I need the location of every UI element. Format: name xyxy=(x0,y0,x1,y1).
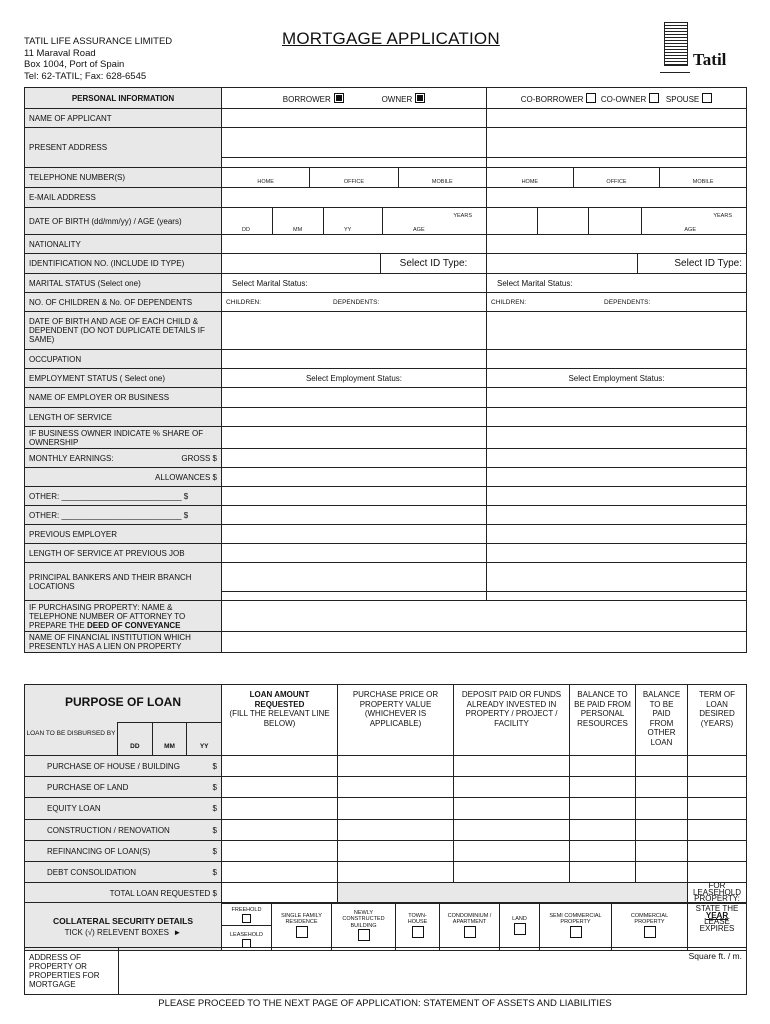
borrower-employer-field[interactable] xyxy=(222,388,487,408)
label-allowances: ALLOWANCES $ xyxy=(25,468,222,487)
coborrower-gross-field[interactable] xyxy=(487,449,747,468)
dollar-sign: $ xyxy=(212,867,217,877)
owner-label: OWNER xyxy=(381,94,413,104)
lien-field[interactable] xyxy=(222,632,747,653)
label-dob: DATE OF BIRTH (dd/mm/yy) / AGE (years) xyxy=(25,208,222,235)
coborrower-id-type-select[interactable]: Select ID Type: xyxy=(674,258,742,269)
loan-row-text: PURCHASE OF LAND xyxy=(47,782,129,792)
col-loan-amount-bold: LOAN AMOUNT REQUESTED xyxy=(249,690,310,709)
spouse-label: SPOUSE xyxy=(665,94,700,104)
dob-years: YEARS xyxy=(453,213,472,219)
loan-amount-field[interactable] xyxy=(222,820,338,841)
borrower-marital-select[interactable]: Select Marital Status: xyxy=(222,274,487,293)
price-field[interactable] xyxy=(338,777,454,798)
disburse-yy[interactable]: YY xyxy=(199,743,209,750)
owner-checkbox[interactable] xyxy=(415,93,425,103)
type-checkbox[interactable] xyxy=(358,929,370,941)
coborrower-allowances-field[interactable] xyxy=(487,468,747,487)
label-prev-employer: PREVIOUS EMPLOYER xyxy=(25,525,222,544)
type-land xyxy=(500,903,540,951)
term-field[interactable] xyxy=(688,798,747,820)
freehold-checkbox[interactable] xyxy=(242,914,251,923)
collateral-title: COLLATERAL SECURITY DETAILS xyxy=(52,915,194,926)
deposit-field[interactable] xyxy=(454,798,570,820)
logo-ground-line xyxy=(660,66,690,73)
col-loan-amount-sub: (FILL THE RELEVANT LINE BELOW) xyxy=(229,709,330,728)
tenure-cell xyxy=(222,903,272,951)
type-checkbox[interactable] xyxy=(464,926,476,938)
company-name: TATIL LIFE ASSURANCE LIMITED xyxy=(24,36,173,47)
deposit-field[interactable] xyxy=(454,777,570,798)
loan-amount-field[interactable] xyxy=(222,777,338,798)
purpose-of-loan-table xyxy=(24,684,747,904)
disburse-mm[interactable]: MM xyxy=(153,723,188,755)
loan-amount-field[interactable] xyxy=(222,862,338,883)
loan-row-text: PURCHASE OF HOUSE / BUILDING xyxy=(47,761,180,771)
borrower-business-field[interactable] xyxy=(222,427,487,449)
borrower-dob-fields[interactable] xyxy=(222,208,487,235)
borrower-children-field[interactable] xyxy=(222,293,487,312)
deposit-field[interactable] xyxy=(454,841,570,862)
label-nationality: NATIONALITY xyxy=(25,235,222,254)
lease-pre: STATE THE xyxy=(695,904,739,913)
collateral-tick: TICK (√) RELEVENT BOXES xyxy=(64,927,169,937)
term-field[interactable] xyxy=(688,820,747,841)
balance-personal-field[interactable] xyxy=(570,777,636,798)
borrower-email-field[interactable] xyxy=(222,188,487,208)
tatil-logo xyxy=(660,22,748,82)
phone-office-label: OFFICE xyxy=(310,168,398,187)
dollar-sign: $ xyxy=(212,782,217,792)
co-phone-home-label: HOME xyxy=(487,168,574,187)
borrower-other2-field[interactable] xyxy=(222,506,487,525)
coborrower-header xyxy=(487,88,747,109)
balance-other-field[interactable] xyxy=(636,798,688,820)
dollar-sign: $ xyxy=(212,825,217,835)
price-field[interactable] xyxy=(338,820,454,841)
type-label: TOWN-HOUSE xyxy=(407,912,428,926)
label-employment: EMPLOYMENT STATUS ( Select one) xyxy=(25,369,222,388)
coborrower-name-field[interactable] xyxy=(487,109,747,128)
term-field[interactable] xyxy=(688,841,747,862)
lease-post: LEASE EXPIRES xyxy=(699,917,735,933)
borrower-id-type-select[interactable]: Select ID Type: xyxy=(399,258,468,269)
coowner-checkbox[interactable] xyxy=(649,93,659,103)
dob-age: AGE xyxy=(413,227,425,233)
balance-personal-field[interactable] xyxy=(570,820,636,841)
coborrower-label: CO-BORROWER xyxy=(520,94,584,104)
attorney-bold: DEED OF CONVEYANCE xyxy=(86,620,181,630)
label-bankers: PRINCIPAL BANKERS AND THEIR BRANCH LOCATIONS xyxy=(25,563,222,601)
price-field[interactable] xyxy=(338,862,454,883)
loan-amount-field[interactable] xyxy=(222,756,338,777)
type-checkbox[interactable] xyxy=(570,926,582,938)
balance-personal-field[interactable] xyxy=(570,756,636,777)
loan-row-label xyxy=(25,756,222,777)
coborrower-employment-select[interactable]: Select Employment Status: xyxy=(487,369,747,388)
deposit-field[interactable] xyxy=(454,756,570,777)
disburse-label: LOAN TO BE DISBURSED BY xyxy=(26,730,116,737)
borrower-phone-fields[interactable] xyxy=(222,168,487,188)
label-lien: NAME OF FINANCIAL INSTITUTION WHICH PRESENTLY HAS A LIEN ON PROPERTY xyxy=(25,632,222,653)
label-property-address: ADDRESS OF PROPERTY OR PROPERTIES FOR MORTGAGE xyxy=(25,948,119,995)
borrower-name-field[interactable] xyxy=(222,109,487,128)
coborrower-id-field[interactable] xyxy=(487,254,747,274)
price-field[interactable] xyxy=(338,756,454,777)
property-address-table xyxy=(24,947,747,995)
type-commercial xyxy=(612,903,688,951)
type-condominium xyxy=(440,903,500,951)
company-address-1: 11 Maraval Road xyxy=(24,47,96,59)
loan-amount-field[interactable] xyxy=(222,841,338,862)
loan-row-text: REFINANCING OF LOAN(S) xyxy=(47,846,151,856)
type-single-family xyxy=(272,903,332,951)
loan-row-label xyxy=(25,798,222,820)
company-address-2: Box 1004, Port of Spain xyxy=(24,59,125,70)
company-tel: Tel: 62-TATIL; Fax: 628-6545 xyxy=(24,70,147,82)
co-phone-mobile-label: MOBILE xyxy=(692,179,714,185)
label-address: PRESENT ADDRESS xyxy=(25,128,222,168)
label-child-dob: DATE OF BIRTH AND AGE OF EACH CHILD & DEPENDENT (DO NOT DUPLICATE DETAILS IF SAME) xyxy=(25,312,222,350)
dob-yy: YY xyxy=(344,227,352,233)
dob-dd: DD xyxy=(242,227,250,233)
coborrower-other2-field[interactable] xyxy=(487,506,747,525)
borrower-address-field[interactable] xyxy=(222,128,487,168)
building-logo-icon xyxy=(664,22,688,66)
attorney-text: IF PURCHASING PROPERTY: NAME & TELEPHONE NUMBER OF ATTORNEY TO PREPARE THE xyxy=(29,602,186,630)
personal-info-table xyxy=(24,87,747,653)
coborrower-prev-employer-field[interactable] xyxy=(487,525,747,544)
leasehold-label: LEASEHOLD xyxy=(229,932,263,938)
coborrower-dob-fields[interactable] xyxy=(487,208,747,235)
dollar-sign: $ xyxy=(212,804,217,813)
label-monthly: MONTHLY EARNINGS: xyxy=(29,453,114,463)
borrower-prev-service-field[interactable] xyxy=(222,544,487,563)
coborrower-business-field[interactable] xyxy=(487,427,747,449)
loan-row-text: DEBT CONSOLIDATION xyxy=(47,867,137,877)
balance-personal-field[interactable] xyxy=(570,798,636,820)
loan-row-label xyxy=(25,820,222,841)
label-other-1: OTHER: ___________________________ $ xyxy=(25,487,222,506)
loan-row-text: EQUITY LOAN xyxy=(47,804,101,813)
balance-personal-field[interactable] xyxy=(570,862,636,883)
borrower-label: BORROWER xyxy=(282,94,331,104)
loan-row-label xyxy=(25,862,222,883)
col-balance-other: BALANCE TO BE PAID FROM OTHER LOAN xyxy=(636,685,688,756)
coborrower-employer-field[interactable] xyxy=(487,388,747,408)
type-checkbox[interactable] xyxy=(514,923,526,935)
company-block xyxy=(24,36,172,82)
co-dob-age: AGE xyxy=(684,227,696,233)
lease-year: YEAR xyxy=(705,910,729,920)
borrower-gross-field[interactable] xyxy=(222,449,487,468)
spouse-checkbox[interactable] xyxy=(702,93,712,103)
purpose-heading: PURPOSE OF LOAN xyxy=(64,695,181,709)
property-address-field[interactable] xyxy=(119,948,747,995)
borrower-other1-field[interactable] xyxy=(222,487,487,506)
type-label: CONDOMINIUM / APARTMENT xyxy=(447,912,492,926)
co-dependents-label: DEPENDENTS: xyxy=(604,298,651,306)
square-ft-label: Square ft. / m. xyxy=(688,951,742,961)
borrower-header xyxy=(222,88,487,109)
type-label: NEWLY CONSTRUCTED BUILDING xyxy=(342,909,385,929)
coborrower-prev-service-field[interactable] xyxy=(487,544,747,563)
disburse-dd[interactable]: DD xyxy=(118,723,153,755)
term-field[interactable] xyxy=(688,756,747,777)
deposit-field[interactable] xyxy=(454,862,570,883)
label-telephone: TELEPHONE NUMBER(S) xyxy=(25,168,222,188)
total-loan-label: TOTAL LOAN REQUESTED $ xyxy=(25,883,222,904)
borrower-employment-select[interactable]: Select Employment Status: xyxy=(222,369,487,388)
coborrower-service-field[interactable] xyxy=(487,408,747,427)
borrower-occupation-field[interactable] xyxy=(222,350,487,369)
coborrower-address-field[interactable] xyxy=(487,128,747,168)
type-checkbox[interactable] xyxy=(412,926,424,938)
balance-other-field[interactable] xyxy=(636,756,688,777)
phone-home-label: HOME xyxy=(222,168,310,187)
total-loan-field[interactable] xyxy=(222,883,338,904)
coborrower-children-field[interactable] xyxy=(487,293,747,312)
dob-mm: MM xyxy=(293,227,303,233)
balance-other-field[interactable] xyxy=(636,777,688,798)
coborrower-checkbox[interactable] xyxy=(586,93,596,103)
price-field[interactable] xyxy=(338,841,454,862)
label-email: E-MAIL ADDRESS xyxy=(25,188,222,208)
coborrower-marital-select[interactable]: Select Marital Status: xyxy=(487,274,747,293)
borrower-allowances-field[interactable] xyxy=(222,468,487,487)
label-idno: IDENTIFICATION NO. (INCLUDE ID TYPE) xyxy=(25,254,222,274)
dollar-sign: $ xyxy=(212,761,217,771)
balance-other-field[interactable] xyxy=(636,862,688,883)
document-title: MORTGAGE APPLICATION xyxy=(282,29,500,48)
col-deposit: DEPOSIT PAID OR FUNDS ALREADY INVESTED IN PROPERTY / PROJECT / FACILITY xyxy=(454,685,570,756)
label-attorney xyxy=(25,601,222,632)
logo-word: Tatil xyxy=(693,50,727,69)
borrower-nationality-field[interactable] xyxy=(222,235,487,254)
loan-row-label xyxy=(25,777,222,798)
attorney-field[interactable] xyxy=(222,601,747,632)
co-dob-years: YEARS xyxy=(713,213,732,219)
coborrower-email-field[interactable] xyxy=(487,188,747,208)
balance-personal-field[interactable] xyxy=(570,841,636,862)
coborrower-nationality-field[interactable] xyxy=(487,235,747,254)
co-phone-office-label: OFFICE xyxy=(574,168,661,187)
deposit-field[interactable] xyxy=(454,820,570,841)
earnings-gross-label-cell xyxy=(25,449,222,468)
label-business-owner: IF BUSINESS OWNER INDICATE % SHARE OF OWNERSHIP xyxy=(25,427,222,449)
type-label: COMMERCIAL PROPERTY xyxy=(630,912,669,926)
purpose-heading-cell xyxy=(25,685,222,756)
label-marital: MARITAL STATUS (Select one) xyxy=(25,274,222,293)
borrower-bankers-field[interactable] xyxy=(222,563,487,601)
coborrower-phone-fields[interactable] xyxy=(487,168,747,188)
label-name: NAME OF APPLICANT xyxy=(25,109,222,128)
balance-other-field[interactable] xyxy=(636,841,688,862)
collateral-label-cell xyxy=(25,903,222,951)
coborrower-child-dob-field[interactable] xyxy=(487,312,747,350)
footer-note: PLEASE PROCEED TO THE NEXT PAGE OF APPLICATION: STATEMENT OF ASSETS AND LIABILITIES xyxy=(158,998,612,1009)
lease-expiry-cell[interactable] xyxy=(688,903,747,951)
label-gross: GROSS $ xyxy=(181,453,217,463)
loan-row-text: CONSTRUCTION / RENOVATION xyxy=(47,825,170,835)
term-field[interactable] xyxy=(688,862,747,883)
price-field[interactable] xyxy=(338,798,454,820)
borrower-checkbox[interactable] xyxy=(334,93,344,103)
col-balance-personal: BALANCE TO BE PAID FROM PERSONAL RESOURCES xyxy=(570,685,636,756)
term-field[interactable] xyxy=(688,777,747,798)
borrower-id-field[interactable] xyxy=(222,254,487,274)
arrow-right-icon: ► xyxy=(173,927,182,937)
type-townhouse xyxy=(396,903,440,951)
borrower-prev-employer-field[interactable] xyxy=(222,525,487,544)
type-label: SEMI COMMERCIAL PROPERTY xyxy=(549,912,602,926)
type-newly-constructed xyxy=(332,903,396,951)
borrower-service-field[interactable] xyxy=(222,408,487,427)
coborrower-occupation-field[interactable] xyxy=(487,350,747,369)
coowner-label: CO-OWNER xyxy=(600,94,647,104)
balance-other-field[interactable] xyxy=(636,820,688,841)
col-loan-amount xyxy=(222,685,338,756)
phone-mobile-label: MOBILE xyxy=(431,179,453,185)
col-term: TERM OF LOAN DESIRED (YEARS) xyxy=(688,685,747,756)
label-employer: NAME OF EMPLOYER OR BUSINESS xyxy=(25,388,222,408)
loan-amount-field[interactable] xyxy=(222,798,338,820)
coborrower-bankers-field[interactable] xyxy=(487,563,747,601)
label-service: LENGTH OF SERVICE xyxy=(25,408,222,427)
label-other-2: OTHER: ___________________________ $ xyxy=(25,506,222,525)
co-children-label: CHILDREN: xyxy=(491,298,527,306)
total-shaded xyxy=(338,883,688,904)
type-checkbox[interactable] xyxy=(644,926,656,938)
type-label: SINGLE FAMILY RESIDENCE xyxy=(281,912,322,926)
collateral-table xyxy=(24,902,747,951)
type-checkbox[interactable] xyxy=(296,926,308,938)
label-prev-service: LENGTH OF SERVICE AT PREVIOUS JOB xyxy=(25,544,222,563)
label-occupation: OCCUPATION xyxy=(25,350,222,369)
label-children: NO. OF CHILDREN & No. OF DEPENDENTS xyxy=(25,293,222,312)
children-label: CHILDREN: xyxy=(226,298,262,306)
dollar-sign: $ xyxy=(212,846,217,856)
type-label: LAND xyxy=(512,916,527,922)
loan-row-label xyxy=(25,841,222,862)
leasehold-note: FOR LEASEHOLD PROPERTY: xyxy=(688,883,747,904)
borrower-child-dob-field[interactable] xyxy=(222,312,487,350)
freehold-label: FREEHOLD xyxy=(231,907,262,913)
col-purchase-price: PURCHASE PRICE OR PROPERTY VALUE (WHICHEVER IS APPLICABLE) xyxy=(338,685,454,756)
dependents-label: DEPENDENTS: xyxy=(333,298,380,306)
personal-info-heading: PERSONAL INFORMATION xyxy=(25,88,222,109)
coborrower-other1-field[interactable] xyxy=(487,487,747,506)
type-semi-commercial xyxy=(540,903,612,951)
